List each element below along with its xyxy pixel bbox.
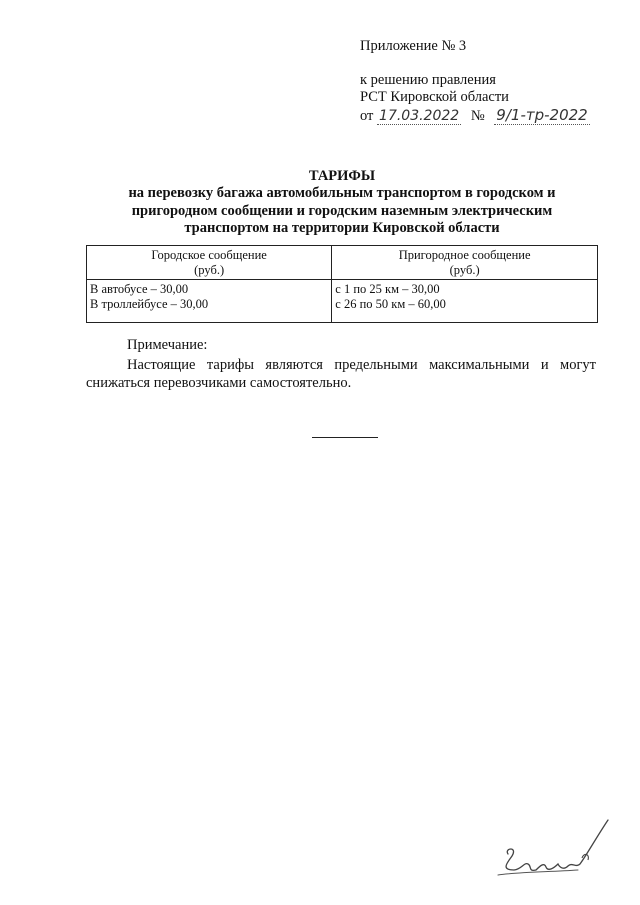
header-urban — [87, 246, 332, 280]
table-row — [87, 280, 598, 323]
suburban-tariff-26-50: с 26 по 50 км – 60,00 — [335, 296, 446, 311]
decision-date-line — [360, 107, 590, 125]
note-text: Настоящие тарифы являются предельными максимальными и могут снижаться перевозчиками самостоятельно. — [86, 357, 596, 391]
trolleybus-tariff: В троллейбусе – 30,00 — [90, 296, 209, 311]
urban-tariffs-cell — [87, 280, 332, 323]
organization-name: РСТ Кировской области — [360, 89, 509, 105]
header-suburban-title: Пригородное сообщение — [398, 248, 531, 262]
header-suburban-unit: (руб.) — [449, 262, 480, 277]
table-header-row — [87, 246, 598, 280]
decision-date: 17.03.2022 — [379, 108, 460, 124]
decision-reference: к решению правления — [360, 72, 496, 88]
number-label: № — [470, 108, 485, 124]
from-label: от — [360, 108, 374, 124]
title-line-3: транспортом на территории Кировской области — [184, 220, 500, 236]
signature-icon — [478, 812, 618, 887]
suburban-tariff-1-25: с 1 по 25 км – 30,00 — [335, 282, 440, 296]
title-line-1: на перевозку багажа автомобильным транспортом в городском и — [128, 185, 556, 201]
decision-number: 9/1-тр-2022 — [496, 106, 588, 124]
appendix-label: Приложение № 3 — [360, 38, 467, 54]
tariffs-table — [86, 245, 598, 323]
header-suburban — [332, 246, 598, 280]
suburban-tariffs-cell — [332, 280, 598, 323]
header-urban-title: Городское сообщение — [151, 248, 267, 262]
separator-line — [312, 437, 378, 438]
note-label: Примечание: — [127, 337, 208, 353]
document-title: ТАРИФЫ — [308, 168, 376, 184]
title-line-2: пригородном сообщении и городским наземным электрическим — [131, 203, 553, 219]
header-urban-unit: (руб.) — [194, 262, 225, 277]
bus-tariff: В автобусе – 30,00 — [90, 282, 189, 296]
